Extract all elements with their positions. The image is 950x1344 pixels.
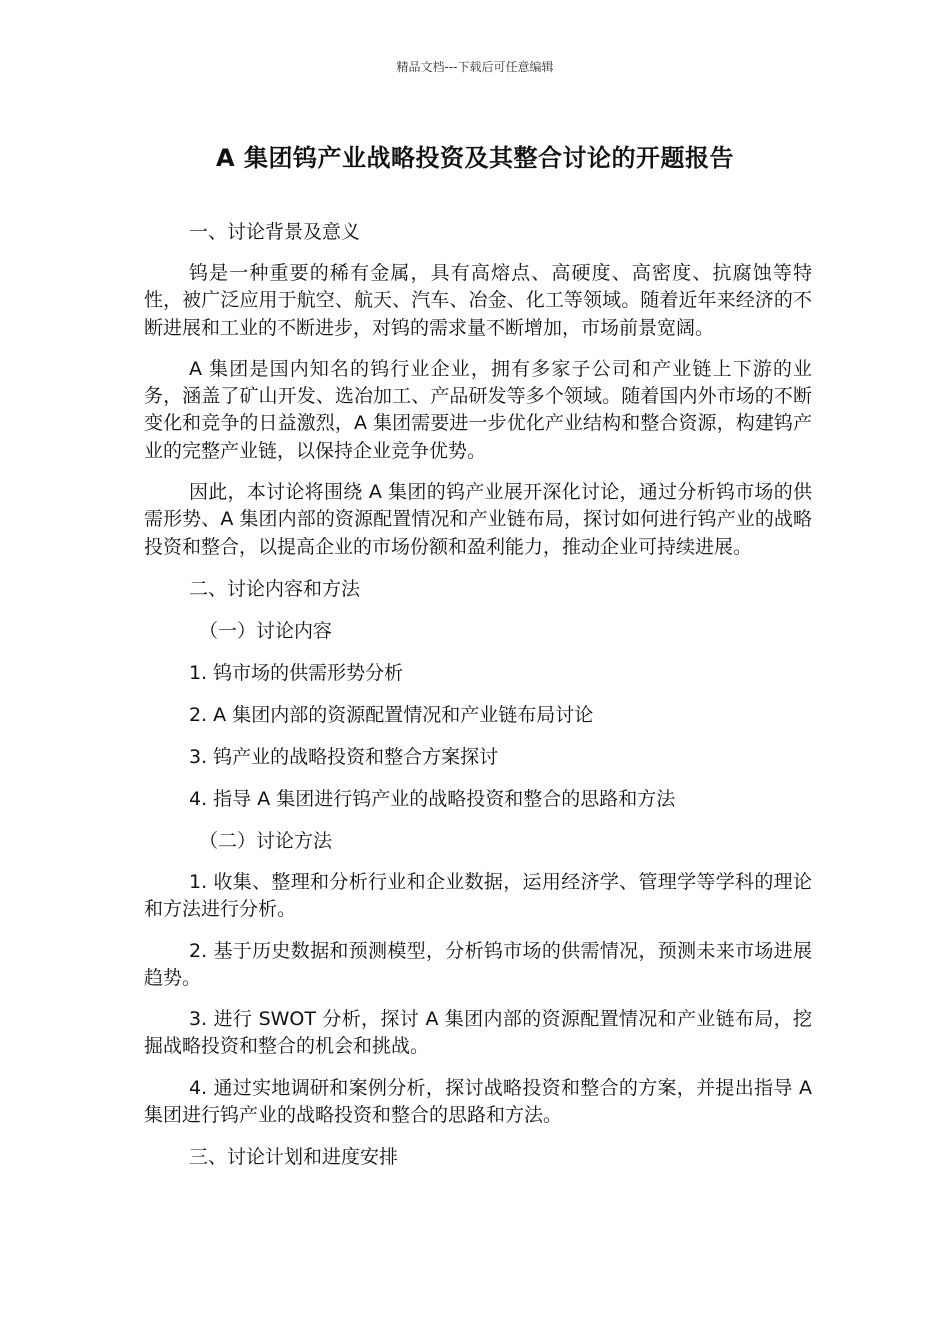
paragraph-group-intro: A 集团是国内知名的钨行业企业，拥有多家子公司和产业链上下游的业务，涵盖了矿山开发、选冶加工、产品研发等多个领域。随着国内外市场的不断变化和竞争的日益激烈，A 集团需要进一步优化产业结构和整合资源，构建钨产业的完整产业链，以保持企业竞争优势。 xyxy=(144,357,812,462)
paragraph-tungsten-intro: 钨是一种重要的稀有金属，具有高熔点、高硬度、高密度、抗腐蚀等特性，被广泛应用于航空、航天、汽车、冶金、化工等领域。随着近年来经济的不断进展和工业的不断进步，对钨的需求量不断增加，市场前景宽阔。 xyxy=(144,262,812,339)
subheading-method: （二）讨论方法 xyxy=(199,829,333,852)
content-item: 3. 钨产业的战略投资和整合方案探讨 xyxy=(189,745,499,768)
section-heading-background: 一、讨论背景及意义 xyxy=(189,221,361,243)
section-heading-content-method: 二、讨论内容和方法 xyxy=(189,577,361,600)
section-heading-plan: 三、讨论计划和进度安排 xyxy=(189,1146,399,1169)
content-item: 4. 指导 A 集团进行钨产业的战略投资和整合的思路和方法 xyxy=(189,787,676,810)
method-item: 3. 进行 SWOT 分析，探讨 A 集团内部的资源配置情况和产业链布局，挖掘战略投资和整合的机会和挑战。 xyxy=(144,1008,812,1058)
method-item: 1. 收集、整理和分析行业和企业数据，运用经济学、管理学等学科的理论和方法进行分析。 xyxy=(144,870,812,921)
document-body xyxy=(144,218,812,1185)
content-item: 1. 钨市场的供需形势分析 xyxy=(189,661,404,684)
method-item: 4. 通过实地调研和案例分析，探讨战略投资和整合的方案，并提出指导 A 集团进行钨产业的战略投资和整合的思路和方法。 xyxy=(144,1076,812,1127)
content-item: 2. A 集团内部的资源配置情况和产业链布局讨论 xyxy=(189,703,594,726)
paragraph-research-purpose: 因此，本讨论将围绕 A 集团的钨产业展开深化讨论，通过分析钨市场的供需形势、A 集团内部的资源配置情况和产业链布局，探讨如何进行钨产业的战略投资和整合，以提高企业的市场份额和盈利能力，推动企业可持续进展。 xyxy=(144,481,812,558)
subheading-content: （一）讨论内容 xyxy=(199,619,333,642)
method-item: 2. 基于历史数据和预测模型，分析钨市场的供需情况，预测未来市场进展趋势。 xyxy=(144,939,812,989)
document-title: A 集团钨产业战略投资及其整合讨论的开题报告 xyxy=(216,144,734,172)
page-header: 精品文档---下载后可任意编辑 xyxy=(396,60,554,74)
